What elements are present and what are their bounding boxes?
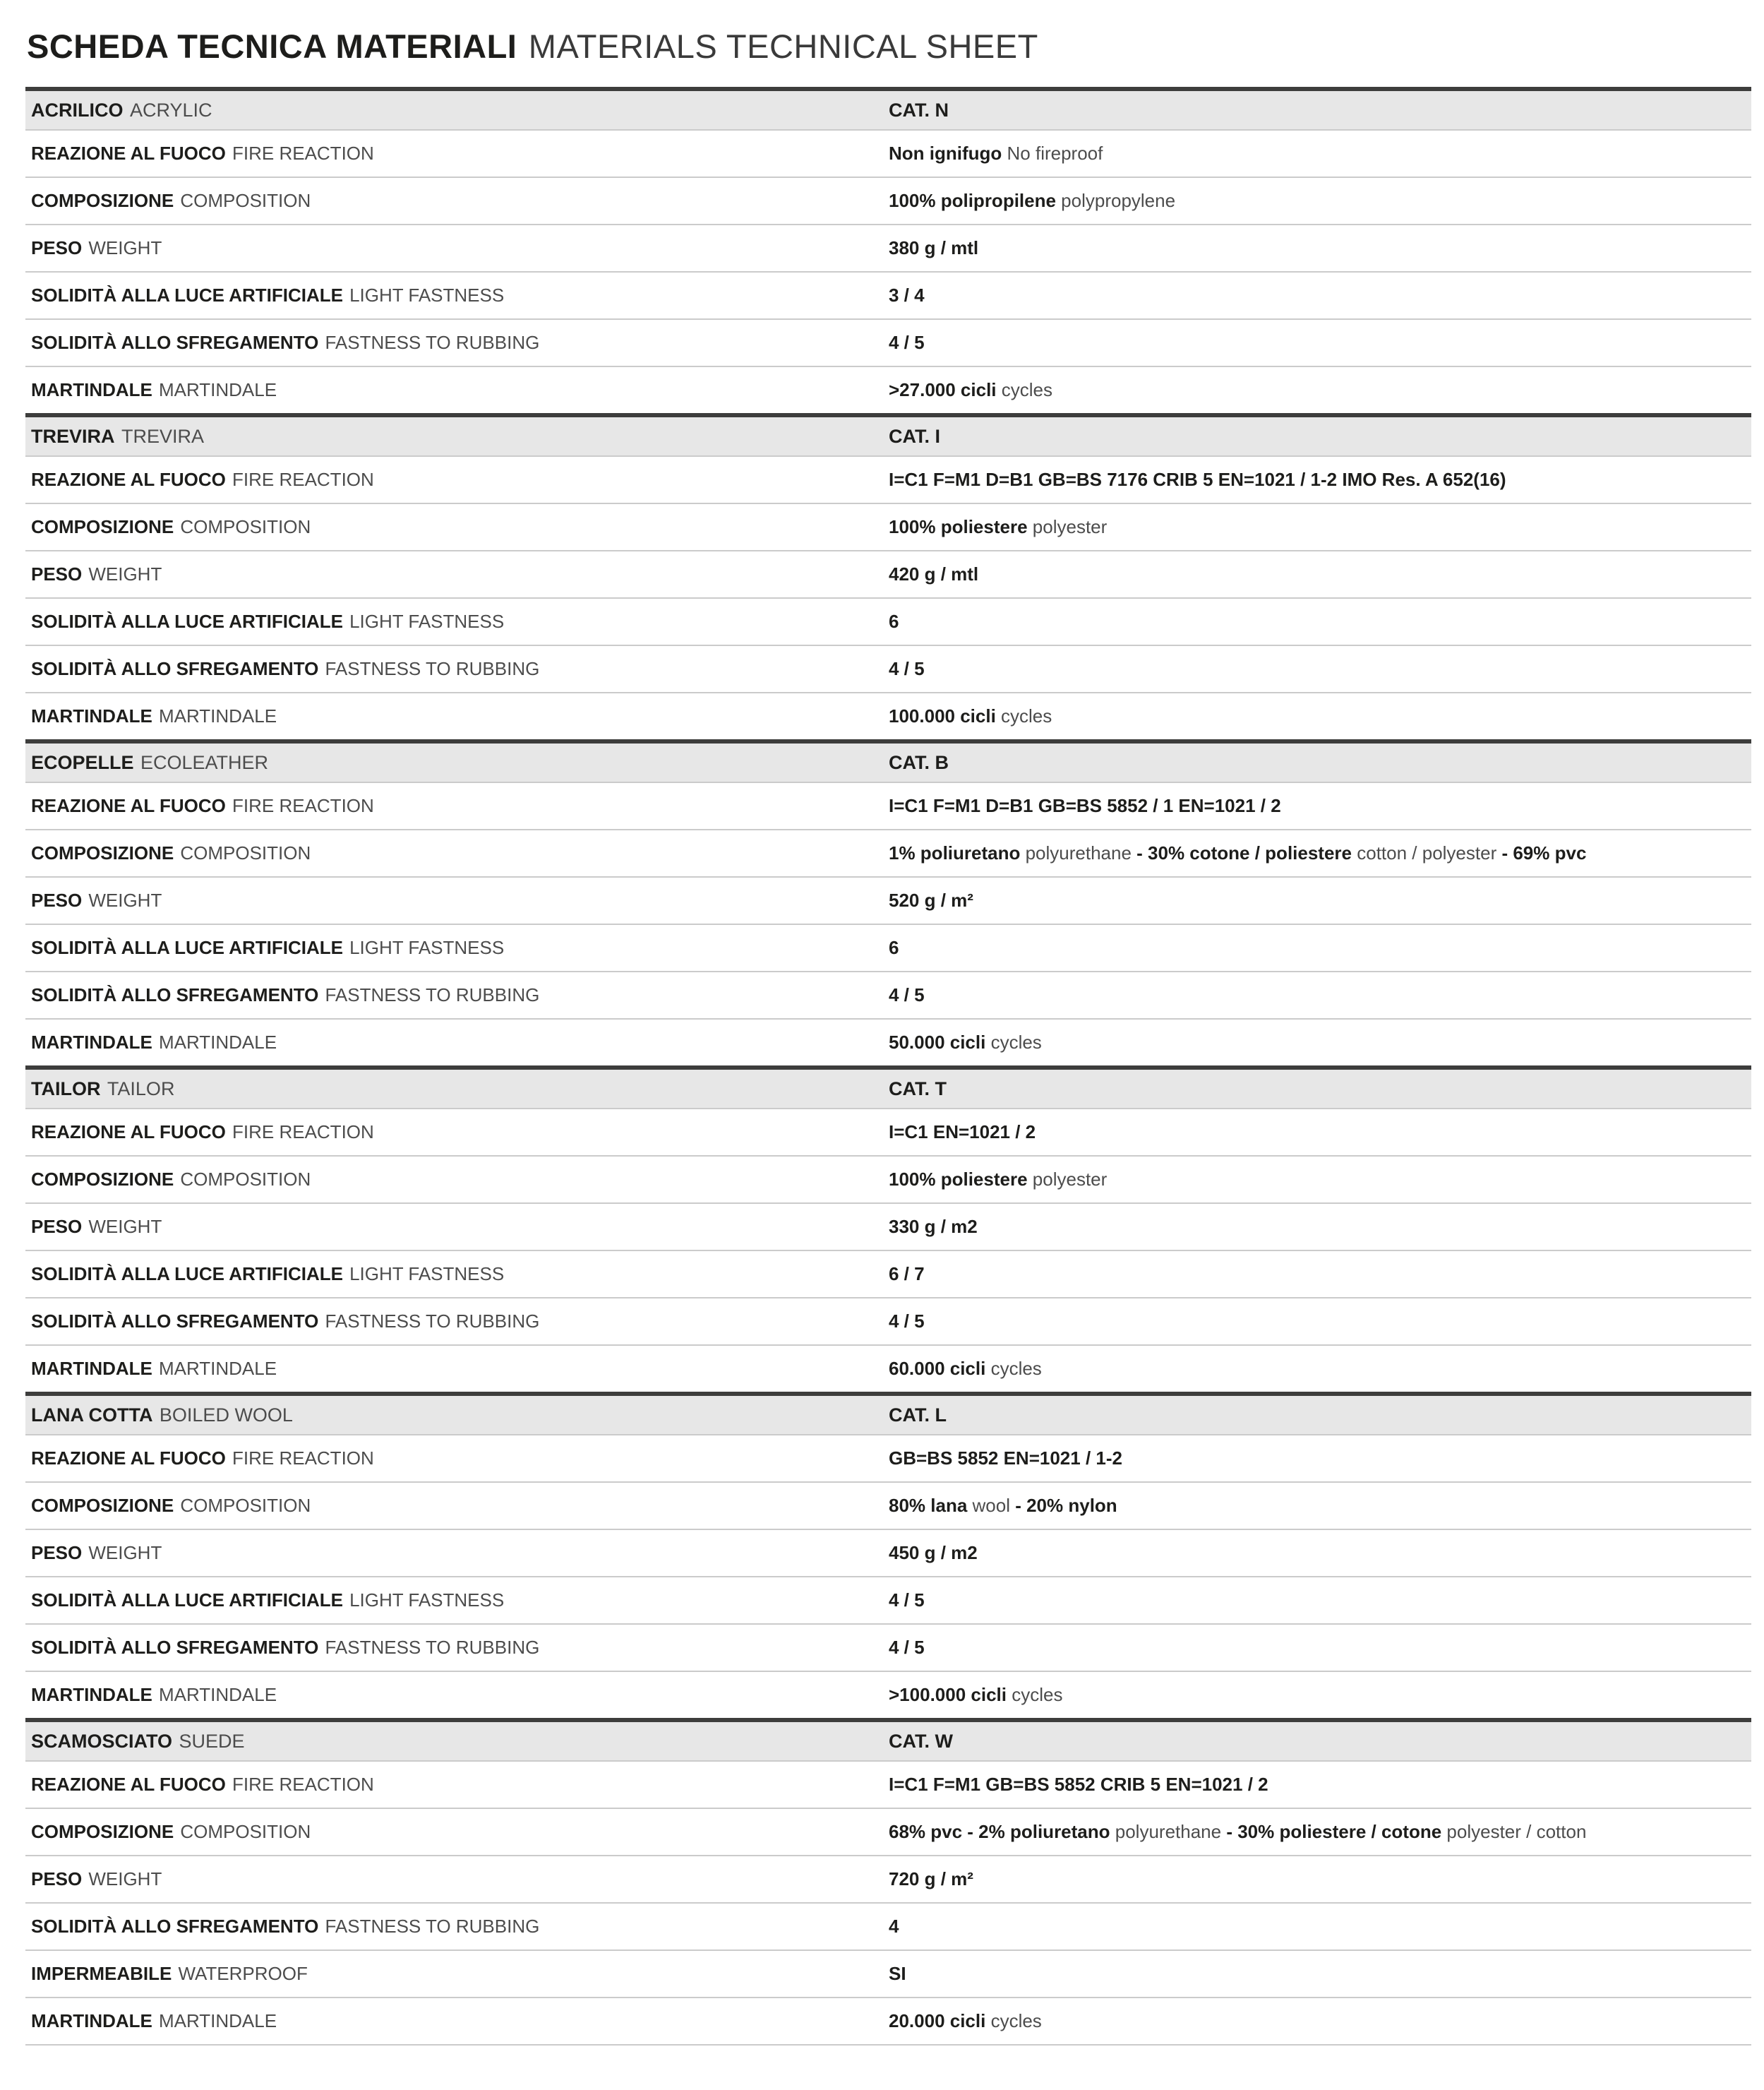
- value-segment: I=C1 F=M1 D=B1 GB=BS 7176 CRIB 5 EN=1021 / 1-2 IMO Res. A 652(16): [889, 468, 1506, 490]
- row-value: [889, 1916, 1751, 1937]
- value-segment: polypropylene: [1061, 189, 1176, 211]
- table-row: [25, 1435, 1751, 1483]
- value-segment: 3 / 4: [889, 284, 925, 306]
- row-label-en: FIRE REACTION: [232, 1121, 374, 1142]
- section-name-it: TAILOR: [31, 1077, 101, 1099]
- table-row: [25, 1346, 1751, 1393]
- row-label-en: LIGHT FASTNESS: [349, 1262, 505, 1284]
- value-segment: 520 g / m²: [889, 889, 973, 911]
- row-label-en: COMPOSITION: [180, 1168, 311, 1190]
- row-value: [889, 1358, 1751, 1380]
- section-category: [889, 425, 1751, 448]
- value-segment: 1% poliuretano: [889, 842, 1026, 864]
- section-name-en: TAILOR: [107, 1077, 175, 1099]
- row-label-en: FASTNESS TO RUBBING: [325, 1636, 540, 1658]
- table-row: [25, 599, 1751, 646]
- value-segment: polyester / cotton: [1446, 1820, 1587, 1842]
- row-label-it: MARTINDALE: [31, 1357, 152, 1379]
- section-name-en: SUEDE: [179, 1730, 245, 1752]
- section-name: [31, 425, 889, 448]
- row-label-it: SOLIDITÀ ALLA LUCE ARTIFICIALE: [31, 284, 343, 306]
- row-label-en: LIGHT FASTNESS: [349, 1589, 505, 1611]
- row-label-en: WEIGHT: [88, 1541, 162, 1563]
- value-segment: 60.000 cicli: [889, 1357, 991, 1379]
- value-segment: 20.000 cicli: [889, 2010, 991, 2031]
- row-value: [889, 1032, 1751, 1053]
- row-value: [889, 1963, 1751, 1985]
- value-segment: 100% polipropilene: [889, 189, 1062, 211]
- row-label-en: FIRE REACTION: [232, 142, 374, 164]
- row-value: [889, 190, 1751, 212]
- row-label-en: MARTINDALE: [158, 1357, 277, 1379]
- table-row: [25, 1625, 1751, 1672]
- row-label: [31, 890, 889, 912]
- row-label-en: FASTNESS TO RUBBING: [325, 331, 540, 353]
- row-label-it: REAZIONE AL FUOCO: [31, 142, 226, 164]
- section-name-en: BOILED WOOL: [159, 1404, 293, 1426]
- table-row: [25, 273, 1751, 320]
- row-label-it: PESO: [31, 1541, 83, 1563]
- section-name-it: ACRILICO: [31, 99, 124, 121]
- row-value: [889, 1121, 1751, 1143]
- page-title-main: SCHEDA TECNICA MATERIALI: [27, 28, 517, 65]
- row-label: [31, 842, 889, 864]
- row-label: [31, 379, 889, 401]
- table-row: [25, 1951, 1751, 1998]
- row-value: [889, 143, 1751, 165]
- table-row: [25, 1856, 1751, 1904]
- row-value: [889, 1447, 1751, 1469]
- row-value: [889, 379, 1751, 401]
- value-segment: polyurethane: [1025, 842, 1137, 864]
- value-segment: 4 / 5: [889, 984, 925, 1005]
- row-label-it: COMPOSIZIONE: [31, 1820, 174, 1842]
- section-category-label: CAT. B: [889, 751, 949, 773]
- table-row: [25, 972, 1751, 1020]
- row-label-it: REAZIONE AL FUOCO: [31, 1121, 226, 1142]
- row-label-it: MARTINDALE: [31, 378, 152, 400]
- row-value: [889, 1495, 1751, 1517]
- row-value: [889, 611, 1751, 633]
- table-row: [25, 225, 1751, 273]
- row-label-it: SOLIDITÀ ALLA LUCE ARTIFICIALE: [31, 936, 343, 958]
- section-name-en: ECOLEATHER: [140, 751, 269, 773]
- row-label: [31, 1495, 889, 1517]
- row-label-it: SOLIDITÀ ALLA LUCE ARTIFICIALE: [31, 1589, 343, 1611]
- value-segment: 4 / 5: [889, 331, 925, 353]
- row-value: [889, 1637, 1751, 1659]
- row-label-it: REAZIONE AL FUOCO: [31, 794, 226, 816]
- section-header-row: [25, 413, 1751, 457]
- value-segment: >100.000 cicli: [889, 1683, 1012, 1705]
- row-label-it: COMPOSIZIONE: [31, 842, 174, 864]
- table-row: [25, 178, 1751, 225]
- table-row: [25, 131, 1751, 178]
- value-segment: polyurethane: [1115, 1820, 1227, 1842]
- row-label-it: SOLIDITÀ ALLO SFREGAMENTO: [31, 1915, 319, 1937]
- section-category-label: CAT. W: [889, 1730, 953, 1752]
- row-label-it: IMPERMEABILE: [31, 1962, 172, 1984]
- row-label-en: LIGHT FASTNESS: [349, 936, 505, 958]
- row-label: [31, 1821, 889, 1843]
- value-segment: >27.000 cicli: [889, 378, 1002, 400]
- table-row: [25, 1298, 1751, 1346]
- page-title: [25, 18, 1751, 87]
- table-row: [25, 551, 1751, 599]
- section-category: [889, 99, 1751, 121]
- value-segment: wool: [972, 1494, 1016, 1516]
- value-segment: cycles: [1001, 705, 1052, 727]
- row-label-en: WEIGHT: [88, 237, 162, 258]
- table-row: [25, 1204, 1751, 1251]
- row-value: [889, 1263, 1751, 1285]
- table-row: [25, 1904, 1751, 1951]
- row-label-en: COMPOSITION: [180, 842, 311, 864]
- row-value: [889, 937, 1751, 959]
- row-label-it: SOLIDITÀ ALLO SFREGAMENTO: [31, 1636, 319, 1658]
- row-label: [31, 937, 889, 959]
- section-category-label: CAT. I: [889, 425, 940, 447]
- row-label-en: MARTINDALE: [158, 2010, 277, 2031]
- value-segment: 4 / 5: [889, 1589, 925, 1611]
- value-segment: 100% poliestere: [889, 515, 1033, 537]
- row-value: [889, 332, 1751, 354]
- section-name-it: LANA COTTA: [31, 1404, 153, 1426]
- row-value: [889, 890, 1751, 912]
- row-label-en: MARTINDALE: [158, 378, 277, 400]
- row-label-it: PESO: [31, 237, 83, 258]
- section-category-label: CAT. L: [889, 1404, 947, 1426]
- row-label-en: MARTINDALE: [158, 705, 277, 727]
- row-value: [889, 658, 1751, 680]
- row-label-it: COMPOSIZIONE: [31, 1168, 174, 1190]
- row-label: [31, 1963, 889, 1985]
- row-label: [31, 332, 889, 354]
- section-name-it: TREVIRA: [31, 425, 115, 447]
- row-value: [889, 1310, 1751, 1332]
- materials-table: [25, 87, 1751, 2046]
- row-label-en: WEIGHT: [88, 563, 162, 585]
- row-label-it: MARTINDALE: [31, 1031, 152, 1053]
- row-value: [889, 1684, 1751, 1706]
- row-value: [889, 2010, 1751, 2032]
- section-name: [31, 1077, 889, 1100]
- section-header-row: [25, 1065, 1751, 1109]
- row-value: [889, 237, 1751, 259]
- table-row: [25, 925, 1751, 972]
- value-segment: 4 / 5: [889, 1636, 925, 1658]
- value-segment: 68% pvc - 2% poliuretano: [889, 1820, 1115, 1842]
- row-value: [889, 1542, 1751, 1564]
- table-row: [25, 646, 1751, 693]
- section-name-en: TREVIRA: [121, 425, 204, 447]
- value-segment: 50.000 cicli: [889, 1031, 991, 1053]
- page-title-sub: MATERIALS TECHNICAL SHEET: [528, 28, 1038, 65]
- section-name: [31, 1404, 889, 1426]
- section-name: [31, 1730, 889, 1752]
- value-segment: 330 g / m2: [889, 1215, 978, 1237]
- row-value: [889, 984, 1751, 1006]
- row-label-it: REAZIONE AL FUOCO: [31, 1447, 226, 1469]
- value-segment: cycles: [990, 1357, 1042, 1379]
- value-segment: 420 g / mtl: [889, 563, 979, 585]
- value-segment: I=C1 F=M1 D=B1 GB=BS 5852 / 1 EN=1021 / 2: [889, 794, 1281, 816]
- row-label: [31, 469, 889, 491]
- row-label: [31, 2010, 889, 2032]
- row-label-en: MARTINDALE: [158, 1031, 277, 1053]
- row-value: [889, 705, 1751, 727]
- row-label-en: FASTNESS TO RUBBING: [325, 984, 540, 1005]
- table-row: [25, 320, 1751, 367]
- row-label-en: COMPOSITION: [180, 515, 311, 537]
- value-segment: Non ignifugo: [889, 142, 1007, 164]
- section-name: [31, 751, 889, 774]
- table-row: [25, 457, 1751, 504]
- row-label-en: FASTNESS TO RUBBING: [325, 1915, 540, 1937]
- row-label-en: FIRE REACTION: [232, 1773, 374, 1795]
- value-segment: No fireproof: [1007, 142, 1103, 164]
- value-segment: - 69% pvc: [1501, 842, 1587, 864]
- row-label-en: FASTNESS TO RUBBING: [325, 657, 540, 679]
- table-row: [25, 1251, 1751, 1298]
- table-row: [25, 367, 1751, 414]
- table-row: [25, 830, 1751, 878]
- value-segment: 100.000 cicli: [889, 705, 1002, 727]
- row-value: [889, 563, 1751, 585]
- table-row: [25, 1809, 1751, 1856]
- section-header-row: [25, 1718, 1751, 1762]
- value-segment: 4 / 5: [889, 657, 925, 679]
- section-category: [889, 1730, 1751, 1752]
- row-label-it: SOLIDITÀ ALLO SFREGAMENTO: [31, 1310, 319, 1332]
- row-label: [31, 516, 889, 538]
- section-category: [889, 1077, 1751, 1100]
- section-name-it: SCAMOSCIATO: [31, 1730, 173, 1752]
- row-label-it: COMPOSIZIONE: [31, 515, 174, 537]
- section-name-it: ECOPELLE: [31, 751, 134, 773]
- value-segment: 6: [889, 936, 899, 958]
- row-label: [31, 1774, 889, 1796]
- row-label: [31, 190, 889, 212]
- row-label-it: SOLIDITÀ ALLA LUCE ARTIFICIALE: [31, 1262, 343, 1284]
- section-category-label: CAT. N: [889, 99, 949, 121]
- row-label: [31, 237, 889, 259]
- row-label-en: WEIGHT: [88, 1215, 162, 1237]
- row-label-en: WEIGHT: [88, 889, 162, 911]
- row-label-it: SOLIDITÀ ALLO SFREGAMENTO: [31, 657, 319, 679]
- row-label-en: COMPOSITION: [180, 189, 311, 211]
- table-row: [25, 1762, 1751, 1809]
- value-segment: I=C1 F=M1 GB=BS 5852 CRIB 5 EN=1021 / 2: [889, 1773, 1268, 1795]
- value-segment: 4 / 5: [889, 1310, 925, 1332]
- row-value: [889, 1216, 1751, 1238]
- row-value: [889, 1821, 1751, 1843]
- row-label-en: FASTNESS TO RUBBING: [325, 1310, 540, 1332]
- value-segment: 6: [889, 610, 899, 632]
- table-row: [25, 1577, 1751, 1625]
- table-row: [25, 1157, 1751, 1204]
- row-label: [31, 563, 889, 585]
- row-value: [889, 795, 1751, 817]
- row-label-it: PESO: [31, 1868, 83, 1889]
- row-label: [31, 1589, 889, 1611]
- value-segment: - 20% nylon: [1015, 1494, 1117, 1516]
- row-label-it: SOLIDITÀ ALLO SFREGAMENTO: [31, 984, 319, 1005]
- row-label-it: MARTINDALE: [31, 705, 152, 727]
- table-row: [25, 1530, 1751, 1577]
- value-segment: cycles: [990, 2010, 1042, 2031]
- row-label-it: MARTINDALE: [31, 2010, 152, 2031]
- row-label-en: WEIGHT: [88, 1868, 162, 1889]
- value-segment: 720 g / m²: [889, 1868, 973, 1889]
- row-label: [31, 285, 889, 306]
- table-row: [25, 783, 1751, 830]
- value-segment: - 30% cotone / poliestere: [1136, 842, 1357, 864]
- section-category: [889, 751, 1751, 774]
- section-header-row: [25, 87, 1751, 131]
- row-value: [889, 516, 1751, 538]
- row-label-it: SOLIDITÀ ALLO SFREGAMENTO: [31, 331, 319, 353]
- row-value: [889, 1868, 1751, 1890]
- value-segment: cycles: [990, 1031, 1042, 1053]
- row-label: [31, 1542, 889, 1564]
- value-segment: 4: [889, 1915, 899, 1937]
- row-label-it: COMPOSIZIONE: [31, 189, 174, 211]
- row-label: [31, 1868, 889, 1890]
- table-row: [25, 504, 1751, 551]
- row-label: [31, 1263, 889, 1285]
- table-row: [25, 1109, 1751, 1157]
- row-value: [889, 842, 1751, 864]
- row-label: [31, 1310, 889, 1332]
- row-label: [31, 1216, 889, 1238]
- row-label: [31, 1916, 889, 1937]
- section-header-row: [25, 1392, 1751, 1435]
- row-label-en: MARTINDALE: [158, 1683, 277, 1705]
- row-value: [889, 1169, 1751, 1190]
- section-category-label: CAT. T: [889, 1077, 947, 1099]
- row-label: [31, 1637, 889, 1659]
- row-label: [31, 1032, 889, 1053]
- value-segment: cycles: [1001, 378, 1052, 400]
- value-segment: 100% poliestere: [889, 1168, 1033, 1190]
- row-label-en: FIRE REACTION: [232, 1447, 374, 1469]
- row-label-it: PESO: [31, 889, 83, 911]
- value-segment: - 30% poliestere / cotone: [1226, 1820, 1447, 1842]
- row-label-it: COMPOSIZIONE: [31, 1494, 174, 1516]
- row-label: [31, 1169, 889, 1190]
- table-row: [25, 693, 1751, 741]
- value-segment: cotton / polyester: [1357, 842, 1502, 864]
- row-label: [31, 705, 889, 727]
- value-segment: SI: [889, 1962, 906, 1984]
- value-segment: 380 g / mtl: [889, 237, 979, 258]
- value-segment: GB=BS 5852 EN=1021 / 1-2: [889, 1447, 1122, 1469]
- value-segment: polyester: [1032, 1168, 1108, 1190]
- row-value: [889, 1589, 1751, 1611]
- row-label-it: REAZIONE AL FUOCO: [31, 468, 226, 490]
- row-label: [31, 1121, 889, 1143]
- row-label: [31, 984, 889, 1006]
- row-label: [31, 1684, 889, 1706]
- value-segment: 6 / 7: [889, 1262, 925, 1284]
- row-value: [889, 469, 1751, 491]
- section-name: [31, 99, 889, 121]
- table-row: [25, 1998, 1751, 2046]
- value-segment: polyester: [1032, 515, 1108, 537]
- row-label-it: PESO: [31, 563, 83, 585]
- row-label-en: COMPOSITION: [180, 1820, 311, 1842]
- row-value: [889, 285, 1751, 306]
- row-label-en: LIGHT FASTNESS: [349, 284, 505, 306]
- section-category: [889, 1404, 1751, 1426]
- value-segment: 80% lana: [889, 1494, 973, 1516]
- row-value: [889, 1774, 1751, 1796]
- row-label-it: MARTINDALE: [31, 1683, 152, 1705]
- table-row: [25, 1020, 1751, 1067]
- section-name-en: ACRYLIC: [129, 99, 212, 121]
- table-row: [25, 1483, 1751, 1530]
- value-segment: 450 g / m2: [889, 1541, 978, 1563]
- section-header-row: [25, 739, 1751, 783]
- row-label: [31, 1358, 889, 1380]
- row-label-en: LIGHT FASTNESS: [349, 610, 505, 632]
- row-label: [31, 1447, 889, 1469]
- row-label: [31, 658, 889, 680]
- row-label: [31, 795, 889, 817]
- value-segment: cycles: [1012, 1683, 1063, 1705]
- row-label-it: SOLIDITÀ ALLA LUCE ARTIFICIALE: [31, 610, 343, 632]
- row-label-it: REAZIONE AL FUOCO: [31, 1773, 226, 1795]
- table-row: [25, 1672, 1751, 1719]
- row-label: [31, 143, 889, 165]
- row-label-en: COMPOSITION: [180, 1494, 311, 1516]
- row-label-it: PESO: [31, 1215, 83, 1237]
- row-label-en: FIRE REACTION: [232, 794, 374, 816]
- table-row: [25, 878, 1751, 925]
- row-label: [31, 611, 889, 633]
- row-label-en: WATERPROOF: [178, 1962, 308, 1984]
- value-segment: I=C1 EN=1021 / 2: [889, 1121, 1036, 1142]
- row-label-en: FIRE REACTION: [232, 468, 374, 490]
